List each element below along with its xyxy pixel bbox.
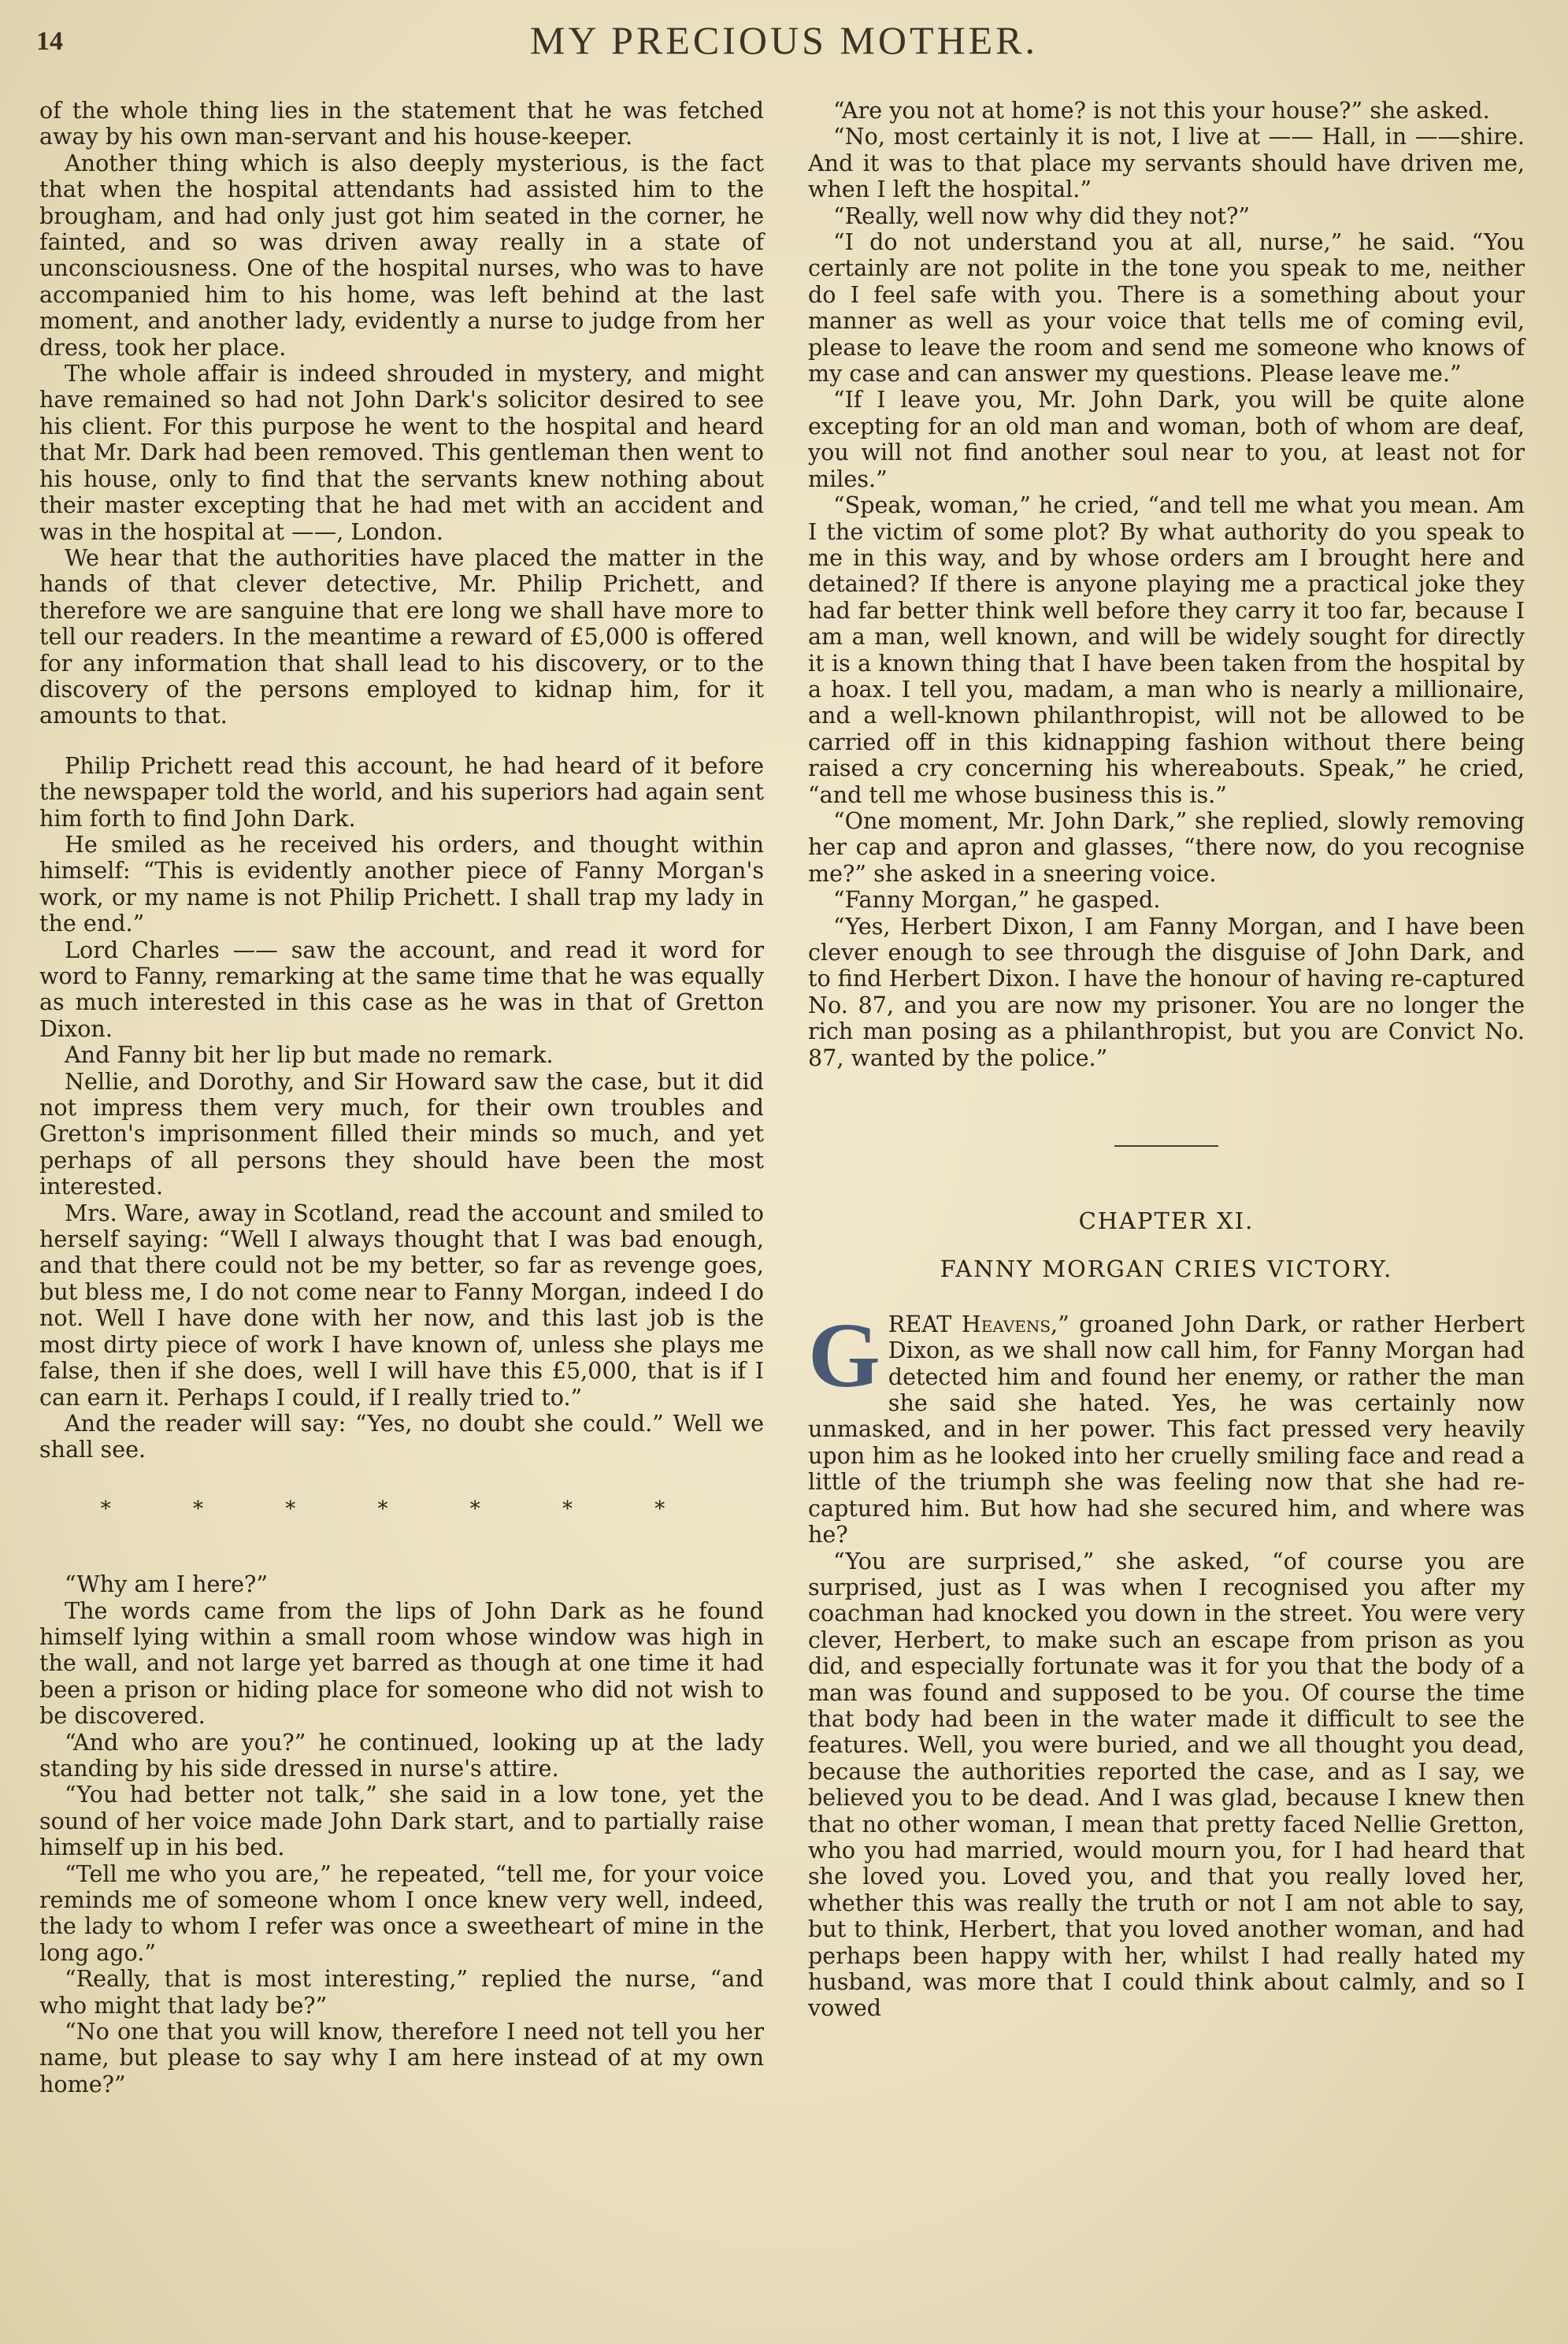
left-column xyxy=(39,98,764,2097)
paragraph: “And who are you?” he continued, looking up at the lady standing by his side dressed in nurse's attire. xyxy=(39,1728,764,1782)
paragraph: “Are you not at home? is not this your house?” she asked. xyxy=(833,97,1490,124)
paragraph: The whole affair is indeed shrouded in mystery, and might have remained so had not John Dark's solicitor desired to see his client. For this purpose he went to the hospital and heard that Mr. Dark had been removed. This gentleman then went to his house, only to find that the servants knew nothing about their master excepting that he had met with an accident and was in the hospital at ——, London. xyxy=(39,360,764,545)
paragraph: “Really, that is most interesting,” replied the nurse, “and who might that lady be?” xyxy=(39,1965,764,2019)
chapter-number: CHAPTER XI. xyxy=(1078,1207,1255,1235)
paragraph-text: groaned John Dark, or rather Herbert Dixon, as we shall now call him, for Fanny Morgan had detected him and found her enemy, or rather the man she said she hated. Yes, he was certainly now unmasked, and in her power. This fact pressed very heavily upon him as he looked into her cruelly smiling face and read a little of the triumph she was feeling now that she had re-captured him. But how had she secured him, and where was he? xyxy=(808,1310,1525,1548)
paragraph: “Why am I here?” xyxy=(65,1571,268,1598)
paragraph: “One moment, Mr. John Dark,” she replied, slowly removing her cap and apron and glasses, “there now, do you recognise me?” she asked in a sneering voice. xyxy=(808,807,1525,887)
paragraph: He smiled as he received his orders, and thought within himself: “This is evidently another piece of Fanny Morgan's work, or my name is not Philip Prichett. I shall trap my lady in the end.” xyxy=(39,830,764,937)
paragraph: Mrs. Ware, away in Scotland, read the account and smiled to herself saying: “Well I always thought that I was bad enough, and that there could not be my better, so far as revenge goes, but bless me, I do not come near to Fanny Morgan, indeed I do not. Well I have done with her now, and this last job is the most dirty piece of work I have known of, unless she plays me false, then if she does, well I will have this £5,000, that is if I can earn it. Perhaps I could, if I really tried to.” xyxy=(39,1199,764,1411)
paragraph: Lord Charles —— saw the account, and read it word for word to Fanny, remarking at the same time that he was equally as much interested in this case as he was in that of Gretton Dixon. xyxy=(39,936,764,1042)
paragraph: Nellie, and Dorothy, and Sir Howard saw the case, but it did not impress them very much, for their own troubles and Gretton's imprisonment filled their minds so much, and yet perhaps of all persons they should have been the most interested. xyxy=(39,1067,764,1200)
paragraph: “You had better not talk,” she said in a low tone, yet the sound of her voice made John Dark start, and to partially raise himself up in his bed. xyxy=(39,1781,764,1861)
paragraph: “Really, well now why did they not?” xyxy=(833,202,1251,229)
paragraph: “Speak, woman,” he cried, “and tell me what you mean. Am I the victim of some plot? By what authority do you speak to me in this way, and by whose orders am I brought here and detained? If there is anyone playing me a practical joke they had far better think well before they carry it too far, because I am a man, well known, and will be widely sought for directly it is a known thing that I have been taken from the hospital by a hoax. I tell you, madam, a man who is nearly a millionaire, and a well-known philanthropist, will not be allowed to be carried off in this kidnapping fashion without there being raised a cry concerning his whereabouts. Speak,” he cried, “and tell me whose business this is.” xyxy=(808,491,1525,808)
paragraph: “Yes, Herbert Dixon, I am Fanny Morgan, and I have been clever enough to see through the disguise of John Dark, and to find Herbert Dixon. I have the honour of having re-captured No. 87, and you are now my prisoner. You are no longer the rich man posing as a philanthropist, but you are Convict No. 87, wanted by the police.” xyxy=(808,912,1525,1071)
chapter-opening-paragraph xyxy=(808,1303,1525,1548)
paragraph: We hear that the authorities have placed the matter in the hands of that clever detective, Mr. Philip Prichett, and therefore we are sanguine that ere long we shall have more to tell our readers. In the meantime a reward of £5,000 is offered for any information that shall lead to his discovery, or to the discovery of the persons employed to kidnap him, for it amounts to that. xyxy=(39,543,764,729)
drop-cap: G xyxy=(808,1303,880,1407)
paragraph: of the whole thing lies in the statement that he was fetched away by his own man-servant and his house-keeper. xyxy=(39,97,764,150)
paragraph: Philip Prichett read this account, he had heard of it before the newspaper told the world, and his superiors had again sent him forth to find John Dark. xyxy=(39,751,764,832)
paragraph: “If I leave you, Mr. John Dark, you will be quite alone excepting for an old man and woman, both of whom are deaf, you will not find another soul near to you, at least not for miles.” xyxy=(808,386,1525,492)
paragraph: Another thing which is also deeply mysterious, is the fact that when the hospital attendants had assisted him to the brougham, and had only just got him seated in the corner, he fainted, and so was driven away really in a state of unconsciousness. One of the hospital nurses, who was to have accompanied him to his home, was left behind at the last moment, and another lady, evidently a nurse to judge from her dress, took her place. xyxy=(39,149,764,361)
page-number: 14 xyxy=(36,27,63,56)
opening-words: REAT Heavens,” xyxy=(888,1310,1069,1337)
chapter-title: FANNY MORGAN CRIES VICTORY. xyxy=(940,1255,1393,1283)
paragraph: “No one that you will know, therefore I need not tell you her name, but please to say why I am here instead of at my own home?” xyxy=(39,2018,764,2097)
paragraph: “Tell me who you are,” he repeated, “tell me, for your voice reminds me of someone whom I once knew very well, indeed, the lady to whom I refer was once a sweetheart of mine in the long ago.” xyxy=(39,1860,764,1966)
right-column xyxy=(808,98,1525,2022)
paragraph: The words came from the lips of John Dark as he found himself lying within a small room whose window was high in the wall, and not large yet barred as though at one time it had been a prison or hiding place for someone who did not wish to be discovered. xyxy=(39,1597,764,1730)
paragraph: “You are surprised,” she asked, “of course you are surprised, just as I was when I recognised you after my coachman had knocked you down in the street. You were very clever, Herbert, to make such an escape from prison as you did, and especially fortunate was it for you that the body of a man was found and supposed to be you. Of course the time that body had been in the water made it difficult to see the features. Well, you were buried, and we all thought you dead, because the authorities reported the case, and as I say, we believed you to be dead. And I was glad, because I knew then that no other woman, I mean that pretty faced Nellie Gretton, who you had married, would mourn you, for I had heard that she loved you. Loved you, and that you really loved her, whether this was really the truth or not I am not able to say, but to think, Herbert, that you loved another woman, and had perhaps been happy with her, whilst I had really hated my husband, was more that I could think about calmly, and so I vowed xyxy=(808,1547,1525,2022)
paragraph: “No, most certainly it is not, I live at —— Hall, in ——shire. And it was to that place my servants should have driven me, when I left the hospital.” xyxy=(808,123,1525,203)
paragraph: “I do not understand you at all, nurse,” he said. “You certainly are not polite in the tone you speak to me, neither do I feel safe with you. There is a something about your manner as well as your voice that tells me of coming evil, please to leave the room and send me someone who knows of my case and can answer my questions. Please leave me.” xyxy=(808,228,1525,388)
paragraph: “Fanny Morgan,” he gasped. xyxy=(833,886,1161,914)
paragraph: And Fanny bit her lip but made no remark. xyxy=(65,1041,554,1069)
section-divider xyxy=(1114,1145,1218,1147)
paragraph: And the reader will say: “Yes, no doubt she could.” Well we shall see. xyxy=(39,1409,764,1463)
running-title: MY PRECIOUS MOTHER. xyxy=(529,18,1039,62)
section-break-stars: * * * * * * * xyxy=(100,1497,703,1521)
